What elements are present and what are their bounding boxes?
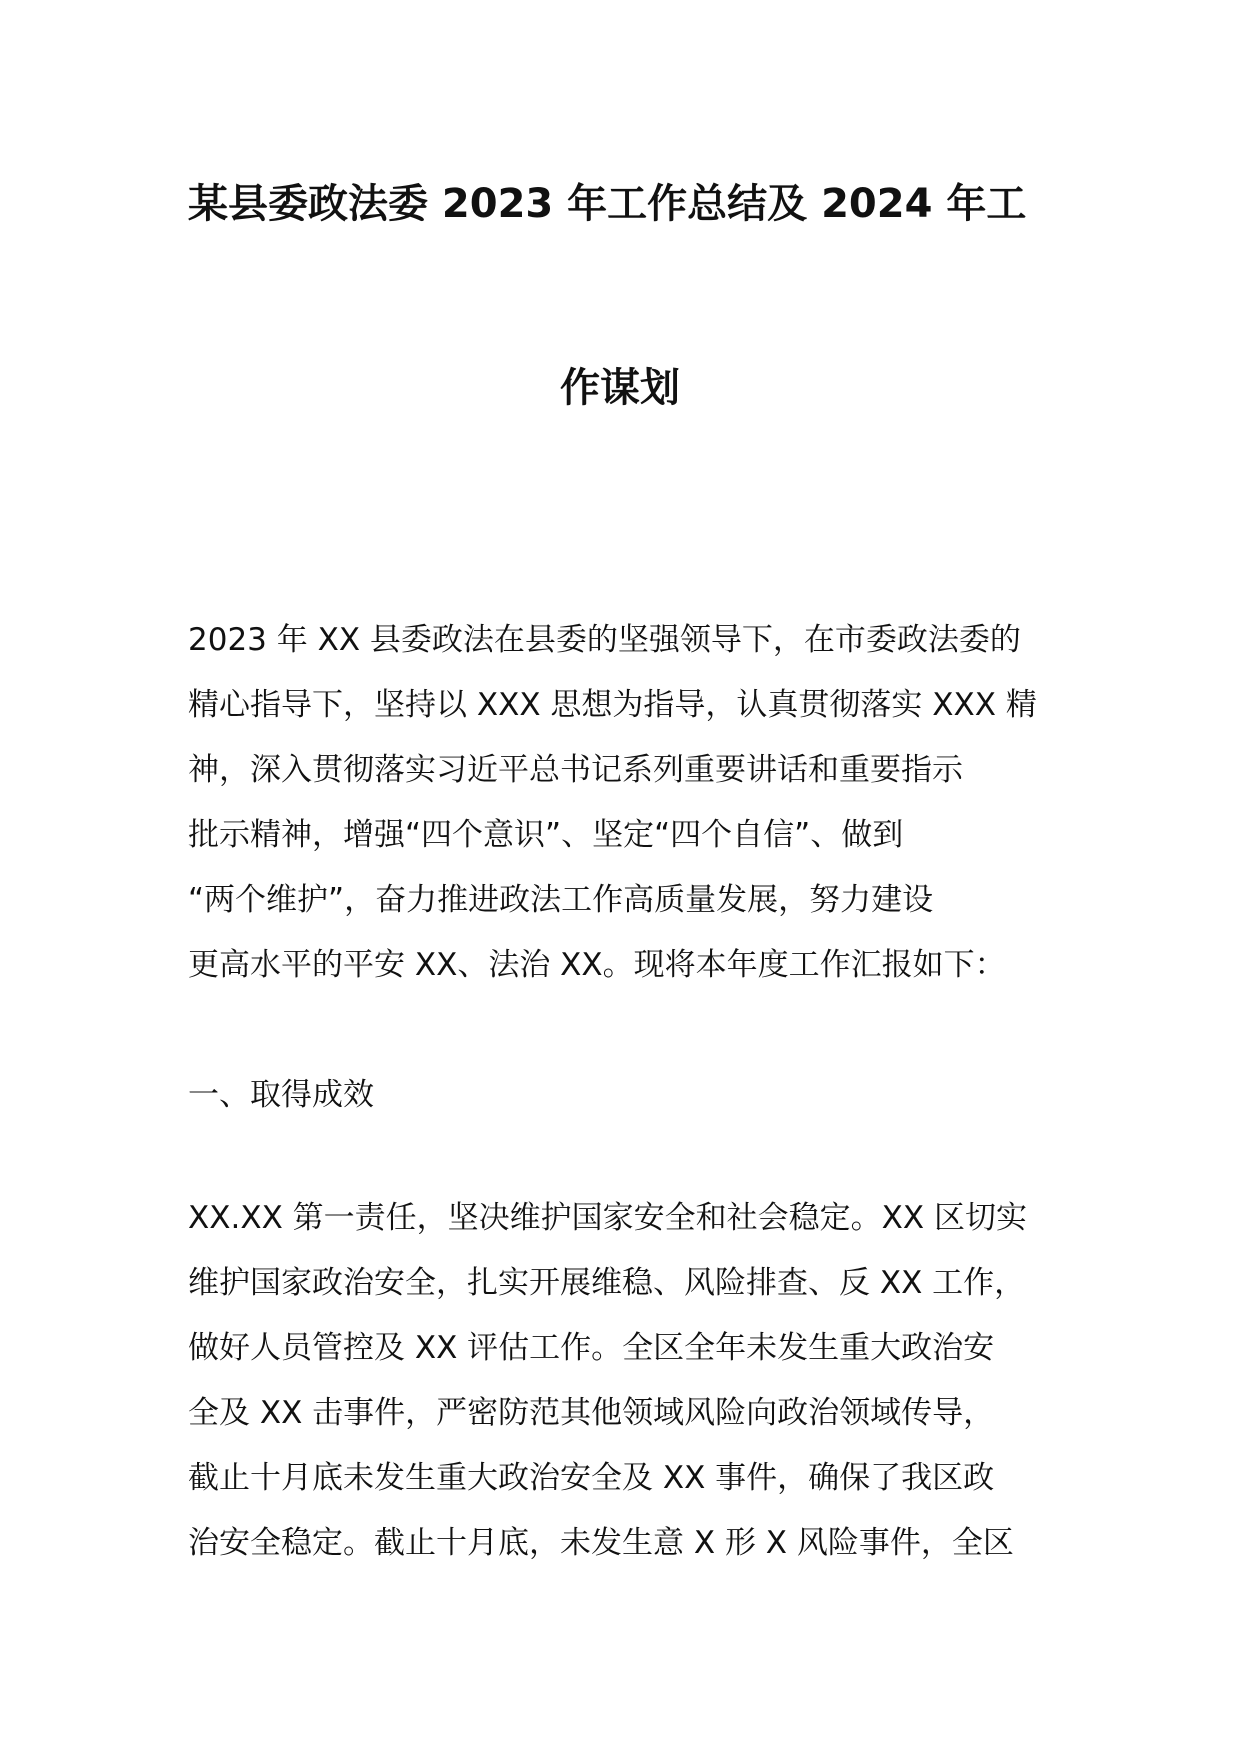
body-line: 做好人员管控及 XX 评估工作。全区全年未发生重大政治安 [188, 1330, 995, 1366]
body-paragraph [188, 1186, 1078, 1576]
intro-line: “两个维护”，奋力推进政法工作高质量发展，努力建设 [188, 882, 934, 918]
body-line: 维护国家政治安全，扎实开展维稳、风险排查、反 XX 工作， [188, 1265, 1026, 1301]
intro-line: 神，深入贯彻落实习近平总书记系列重要讲话和重要指示 [188, 752, 963, 788]
intro-line: 批示精神，增强“四个意识”、坚定“四个自信”、做到 [188, 817, 904, 853]
intro-line: 精心指导下，坚持以 XXX 思想为指导，认真贯彻落实 XXX 精 [188, 687, 1037, 723]
body-line: XX.XX 第一责任，坚决维护国家安全和社会稳定。XX 区切实 [188, 1200, 1027, 1236]
document-title-line-2: 作谋划 [560, 365, 680, 411]
document-title-line-1: 某县委政法委 2023 年工作总结及 2024 年工 [188, 181, 1027, 227]
body-line: 全及 XX 击事件，严密防范其他领域风险向政治领域传导， [188, 1395, 995, 1431]
intro-line: 2023 年 XX 县委政法在县委的坚强领导下，在市委政法委的 [188, 622, 1021, 658]
body-line: 截止十月底未发生重大政治安全及 XX 事件，确保了我区政 [188, 1460, 995, 1496]
section-heading: 一、取得成效 [188, 1077, 374, 1113]
intro-paragraph [188, 608, 1078, 998]
intro-line: 更高水平的平安 XX、法治 XX。现将本年度工作汇报如下： [188, 947, 1006, 983]
body-line: 治安全稳定。截止十月底，未发生意 X 形 X 风险事件，全区 [188, 1525, 1014, 1561]
